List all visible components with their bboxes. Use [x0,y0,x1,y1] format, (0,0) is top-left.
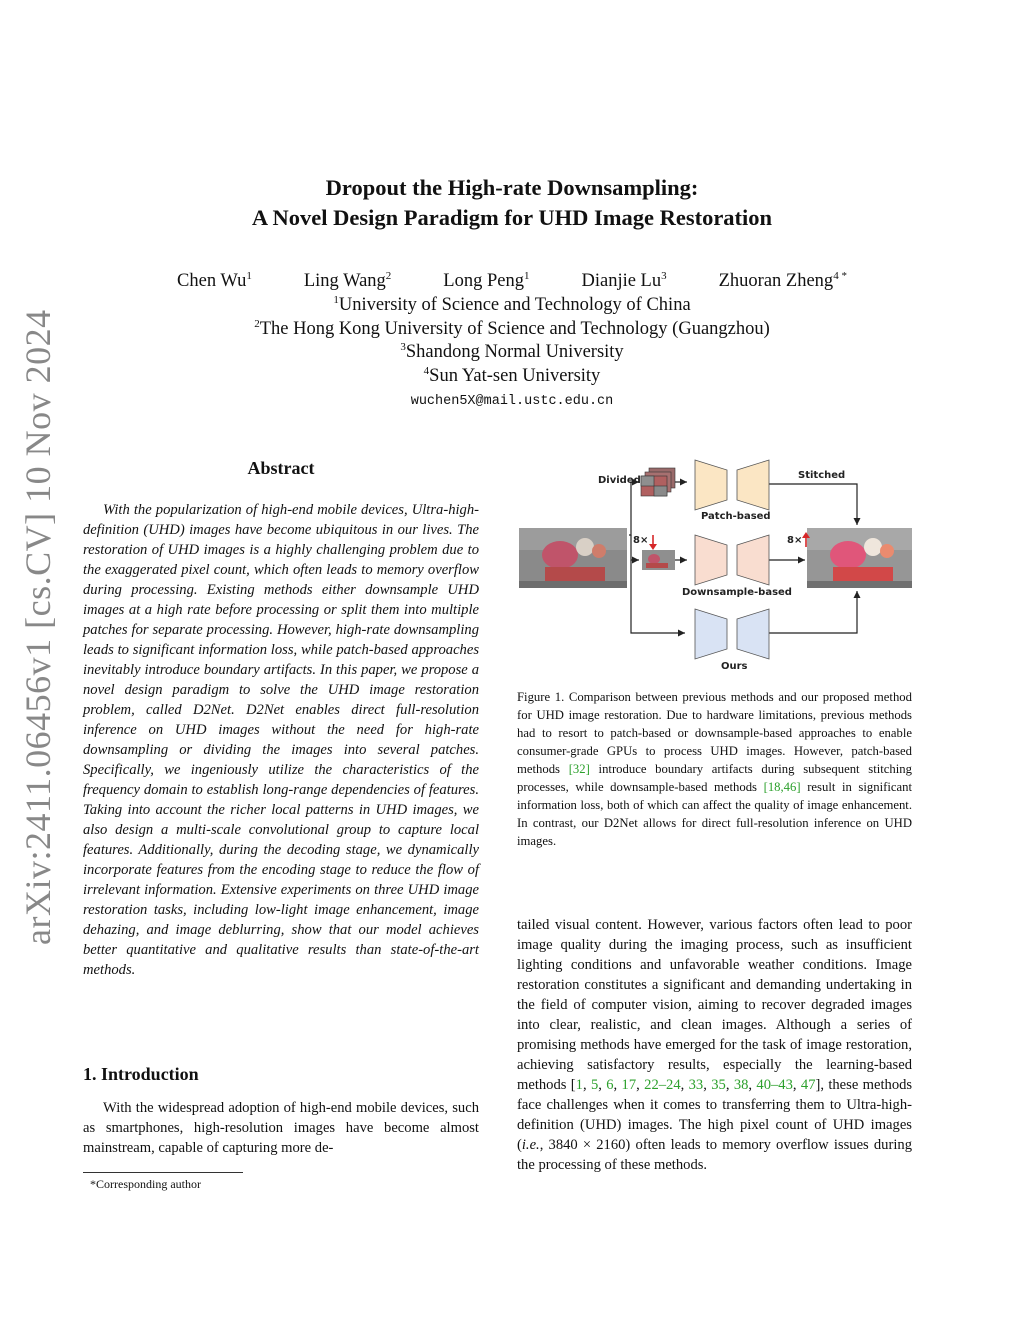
citation-link[interactable]: 47 [800,1077,816,1093]
arxiv-stamp: arXiv:2411.06456v1 [cs.CV] 10 Nov 2024 [18,309,58,945]
right-column-text: tailed visual content. However, various factors often lead to poor image quality during the imaging process, such as insufficient lighting conditions and unfavorable weather conditions. Image restoration constitutes a significant and demanding undertaking in the field of computer vision, aiming to recover degraded images into clear, realistic, and clean images. Although a series of promising methods have emerged for the task of image restoration, achieving satisfactory results, especially the learning-based methods [1, 5, 6, 17, 22–24, 33, 35, 38, 40–43, 47], these methods face challenges when it comes to transferring them to Ultra-high-definition (UHD) images. The high pixel count of UHD images (i.e., 3840 × 2160) often leads to memory overflow issues during the processing of these methods. [517,917,913,1173]
figure-1 [515,455,915,680]
citation-link[interactable]: 1 [575,1077,583,1093]
paper-title-line1: Dropout the High-rate Downsampling: [325,175,699,200]
abstract-heading: Abstract [247,458,315,478]
citation-link[interactable]: [18,46] [763,780,801,794]
affiliation: $^3$Shandong Normal University [400,341,624,363]
footnote: *Corresponding author [90,1177,201,1191]
figure-diagram [515,455,915,680]
intro-heading: 1. Introduction [83,1064,199,1084]
divided-patches [641,468,675,496]
author: Ling Wang$^2$ [303,270,392,292]
label-8x-up: 8× [787,535,803,546]
affiliation: $^1$University of Science and Technology of China [333,294,691,316]
affiliation: $^4$Sun Yat-sen University [423,365,601,387]
citation-link[interactable]: 22–24 [644,1077,681,1093]
patch-based-network [695,460,769,510]
citation-link[interactable]: 40–43 [756,1077,793,1093]
downsample-based-network [695,535,769,585]
author: Dianjie Lu$^3$ [581,270,667,292]
author: Zhuoran Zheng$^{4 *}$ [718,270,847,292]
citation-link[interactable]: 38 [733,1077,749,1093]
citation-link[interactable]: 5 [590,1077,599,1093]
citation-link[interactable]: 6 [606,1077,614,1093]
citation-link[interactable]: 35 [711,1077,726,1093]
affiliation: $^2$The Hong Kong University of Science and Technology (Guangzhou) [254,318,770,340]
citation-link[interactable]: [32] [568,762,590,776]
email[interactable]: wuchen5X@mail.ustc.edu.cn [410,394,614,409]
author: Chen Wu$^1$ [177,270,252,292]
label-stitched: Stitched [798,470,846,481]
footnote-rule [83,1172,243,1173]
label-patch-based: Patch-based [701,511,771,522]
ours-network [695,609,769,659]
paper-title-line2: A Novel Design Paradigm for UHD Image Restoration [251,205,773,230]
input-image [519,528,627,588]
citation-link[interactable]: 33 [688,1077,704,1093]
label-downsample-based: Downsample-based [682,587,792,598]
label-8x-down: 8× [633,535,649,546]
abstract-text: With the popularization of high-end mobile devices, Ultra-high-definition (UHD) images have become ubiquitous in our lives. The restoration of UHD images is a highly challenging problem due to the exaggerated pixel count, which often leads to memory overflow during processing. Existing methods either downsample UHD images at a high rate before processing or split them into multiple patches for separate processing. However, high-rate downsampling leads to significant information loss, while patch-based approaches inevitably introduce boundary artifacts. In this paper, we propose a novel design paradigm to solve the UHD image restoration problem, called D2Net. D2Net enables direct full-resolution inference on UHD images without the need for high-rate downsampling or dividing the images into several patches. Specifically, we ingeniously utilize the characteristics of the frequency domain to establish long-range dependencies of features. Taking into account the richer local patterns in UHD images, we also design a multi-scale convolutional group to capture local features. Additionally, during the decoding stage, we dynamically incorporate features from the encoding stage to reduce the flow of irrelevant information. Extensive experiments on three UHD image restoration tasks, including low-light image enhancement, image dehazing, and image deblurring, show that our model achieves better quantitative and qualitative results than state-of-the-art methods. [83,502,479,978]
label-ours: Ours [721,661,748,672]
output-image [807,528,912,588]
citation-link[interactable]: 17 [621,1077,637,1093]
figure-caption: Figure 1. Comparison between previous methods and our proposed method for UHD image restoration. Due to hardware limitations, previous methods had to resort to patch-based or downsample-based approaches to enable consumer-grade GPUs to process UHD images. However, patch-based methods [32] introduce boundary artifacts during subsequent stitching processes, while downsample-based methods [18,46] result in significant information loss, both of which can affect the quality of image enhancement. In contrast, our D2Net allows for direct full-resolution inference on UHD images. [517,690,912,848]
downsampled-image [642,550,675,570]
author: Long Peng$^1$ [443,270,530,292]
author-list [0,270,1024,292]
intro-text: With the widespread adoption of high-end mobile devices, such as smartphones, high-resolution images have become almost mainstream, capable of capturing more de- [83,1100,479,1156]
label-divided: Divided [598,475,641,486]
